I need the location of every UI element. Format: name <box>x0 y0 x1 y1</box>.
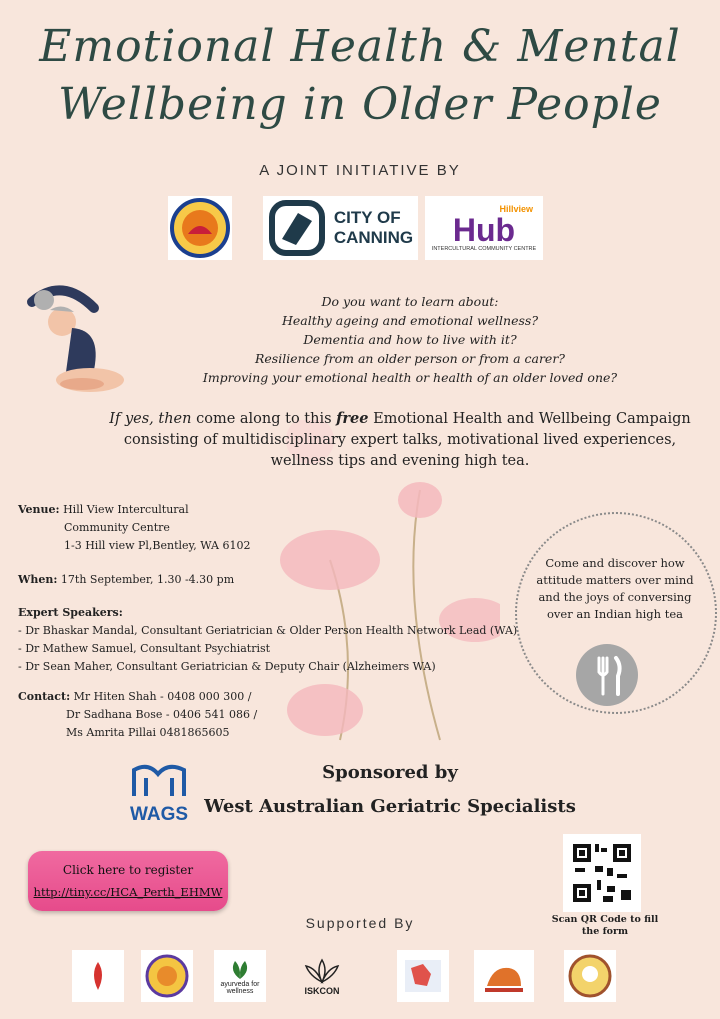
sponsor-name: West Australian Geriatric Specialists <box>204 796 576 817</box>
yoga-woman-illustration <box>22 280 132 400</box>
iskcon-label: ISKCON <box>304 986 340 996</box>
speaker-item: - Dr Mathew Samuel, Consultant Psychiatrist <box>18 642 271 655</box>
contact-label: Contact: <box>18 690 71 703</box>
contact-line-2: Dr Sadhana Bose - 0406 541 086 / <box>66 708 258 721</box>
hillview-hub-logo <box>425 196 543 260</box>
supporter-logo-friends-of-india <box>397 950 449 1002</box>
intro-paragraph <box>100 408 700 472</box>
joint-initiative-label: A JOINT INITIATIVE BY <box>259 162 461 179</box>
canning-line-1: CITY OF <box>333 208 401 227</box>
title-line-2: Wellbeing in Older People <box>58 79 662 130</box>
ayurveda-label: ayurveda for wellness <box>220 981 260 995</box>
when-label: When: <box>18 573 58 586</box>
register-button[interactable] <box>28 851 228 911</box>
intro-rest: Emotional Health and Wellbeing Campaign consisting of multidisciplinary expert talks, motivational lived experiences, wellness tips and evening high tea. <box>123 411 691 469</box>
city-of-canning-logo <box>263 196 418 260</box>
title-line-1: Emotional Health & Mental <box>39 21 681 72</box>
wags-label: WAGS <box>129 804 189 825</box>
contact-line-1: Mr Hiten Shah - 0408 000 300 / <box>73 690 252 703</box>
venue-label: Venue: <box>18 503 60 516</box>
venue-line-3: 1-3 Hill view Pl,Bentley, WA 6102 <box>64 539 251 552</box>
venue-line-1: Hill View Intercultural <box>63 503 189 516</box>
question-line: Dementia and how to live with it? <box>303 332 517 347</box>
fork-knife-icon <box>576 644 638 706</box>
high-tea-text: Come and discover how attitude matters over mind and the joys of conversing over an Indian high tea <box>536 556 694 621</box>
sponsored-by-label: Sponsored by <box>322 762 458 783</box>
intro-come-along: come along to this <box>191 411 337 427</box>
canning-line-2: CANNING <box>333 228 414 247</box>
contact-block <box>18 688 251 706</box>
supporter-logo-emblem <box>564 950 616 1002</box>
qr-code-icon <box>563 834 641 912</box>
supported-by-label: Supported By <box>305 915 415 931</box>
questions-block <box>190 292 630 387</box>
question-line: Resilience from an older person or from a carer? <box>254 351 566 366</box>
speakers-block <box>18 604 517 676</box>
when-value: 17th September, 1.30 -4.30 pm <box>60 573 235 586</box>
register-label: Click here to register <box>62 863 194 877</box>
hub-small-label: Hillview <box>499 204 533 214</box>
speaker-item: - Dr Sean Maher, Consultant Geriatrician & Deputy Chair (Alzheimers WA) <box>18 660 436 673</box>
hub-big-label: Hub <box>452 212 516 248</box>
register-link[interactable]: http://tiny.cc/HCA_Perth_EHMW <box>33 885 223 899</box>
intro-if-yes: If yes, then <box>109 411 192 427</box>
wags-emblem-icon <box>128 760 190 800</box>
supporter-logo-lion <box>474 950 534 1002</box>
hub-caption: INTERCULTURAL COMMUNITY CENTRE <box>431 246 537 252</box>
intro-free: free <box>336 410 369 427</box>
hindu-council-logo <box>168 196 232 260</box>
venue-block <box>18 501 189 519</box>
question-line: Healthy ageing and emotional wellness? <box>281 313 539 328</box>
speakers-label: Expert Speakers: <box>18 606 123 619</box>
question-line: Improving your emotional health or health of an older loved one? <box>202 370 618 385</box>
contact-line-3: Ms Amrita Pillai 0481865605 <box>66 726 230 739</box>
qr-code[interactable] <box>563 834 641 912</box>
supporter-logo-flame <box>72 950 124 1002</box>
when-block <box>18 571 234 589</box>
question-line: Do you want to learn about: <box>321 294 499 309</box>
canning-emblem-icon <box>268 199 326 257</box>
venue-line-2: Community Centre <box>64 521 170 534</box>
speaker-item: - Dr Bhaskar Mandal, Consultant Geriatrician & Older Person Health Network Lead (WA) <box>18 624 518 637</box>
qr-caption: Scan QR Code to fill the form <box>551 914 659 937</box>
supporter-logo-iskcon <box>296 950 348 1002</box>
supporter-logo-ganesha <box>141 950 193 1002</box>
supporter-logo-ayurveda <box>214 950 266 1002</box>
